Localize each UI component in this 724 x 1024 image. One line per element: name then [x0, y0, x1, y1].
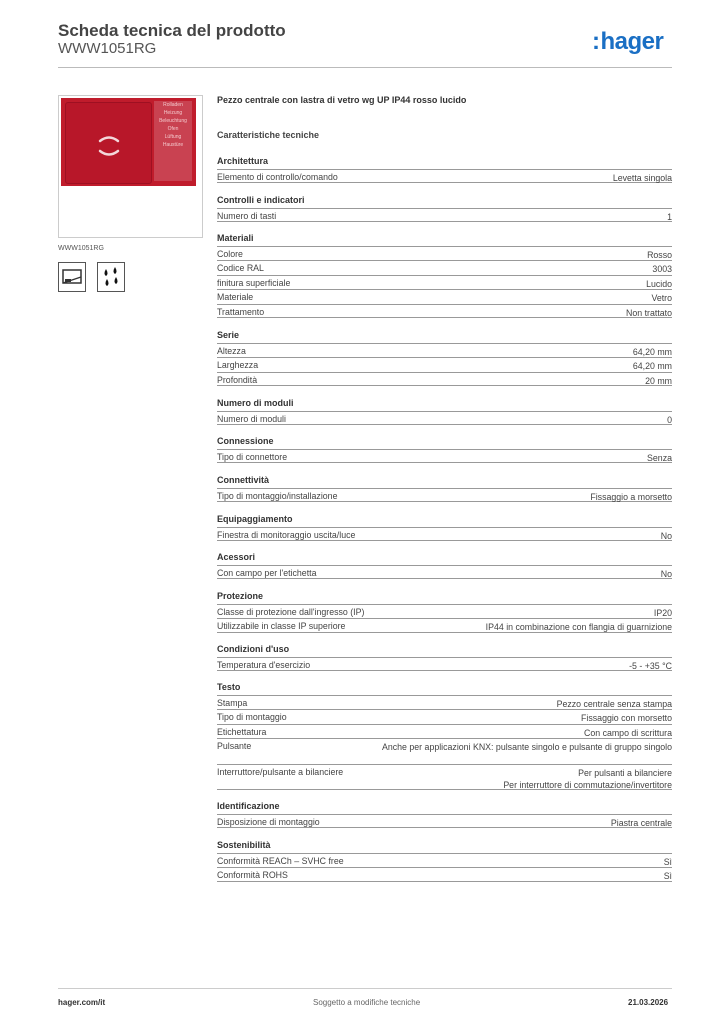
spec-row	[217, 695, 672, 710]
product-name: Pezzo centrale con lastra di vetro wg UP IP44 rosso lucido	[217, 95, 467, 105]
spec-label: Temperatura d'esercizio	[217, 659, 311, 670]
section-title: Connettività	[217, 475, 270, 485]
spec-value: No	[660, 568, 672, 579]
label-strip-line: Beleuchtung	[159, 118, 187, 124]
footer-website[interactable]: hager.com/it	[58, 998, 106, 1007]
rocker-arrows-icon	[94, 131, 124, 161]
spec-row	[217, 488, 672, 503]
spec-label: Con campo per l'etichetta	[217, 567, 317, 578]
section-title: Numero di moduli	[217, 398, 294, 408]
spec-row	[217, 724, 672, 739]
label-strip-line: Haustüre	[162, 142, 184, 148]
spec-row	[217, 657, 672, 672]
label-strip-line: Heizung	[163, 110, 183, 116]
spec-row	[217, 411, 672, 426]
spec-label: Stampa	[217, 697, 248, 708]
spec-label: Conformità ROHS	[217, 870, 288, 880]
footer-note: Soggetto a modifiche tecniche	[313, 998, 421, 1007]
spec-value: Pezzo centrale senza stampa	[556, 698, 672, 709]
spec-row	[217, 289, 672, 304]
spec-value: Fissaggio con morsetto	[581, 713, 672, 723]
rocker-face	[65, 102, 152, 184]
footer-divider	[58, 988, 672, 989]
spec-value: Piastra centrale	[610, 817, 672, 828]
spec-label: Colore	[217, 248, 243, 259]
spec-label: finitura superficiale	[217, 277, 291, 288]
mounting-icon	[58, 262, 86, 292]
hager-logo: :hager	[592, 28, 664, 55]
spec-value: Anche per applicazioni KNX: pulsante singolo e pulsante di gruppo singolo	[382, 742, 673, 752]
section-title: Architettura	[217, 156, 269, 166]
spec-value: Non trattato	[626, 307, 672, 318]
spec-label: Codice RAL	[217, 263, 264, 273]
section-title: Controlli e indicatori	[217, 195, 305, 205]
spec-row	[217, 372, 672, 387]
spec-row	[217, 208, 672, 223]
spec-label: Finestra di monitoraggio uscita/luce	[217, 529, 356, 540]
spec-value: IP20	[653, 607, 672, 618]
header-divider	[58, 67, 672, 68]
spec-value: Rosso	[647, 249, 672, 260]
spec-row	[217, 357, 672, 372]
spec-row	[217, 304, 672, 319]
label-strip-line: Lüftung	[164, 134, 182, 140]
spec-value: Per pulsanti a bilanciere Per interruttore di commutazione/invertitore	[503, 768, 672, 790]
logo-text: hager	[600, 28, 664, 55]
section-title: Materiali	[217, 233, 254, 243]
spec-label: Interruttore/pulsante a bilanciere	[217, 767, 344, 777]
spec-row	[217, 246, 672, 261]
spec-label: Utilizzabile in classe IP superiore	[217, 621, 346, 631]
spec-value: Sì	[663, 856, 672, 867]
label-strip-line: Rolladen	[163, 102, 183, 108]
spec-label: Altezza	[217, 345, 246, 356]
page-title: Scheda tecnica del prodotto	[58, 21, 286, 40]
section-title: Identificazione	[217, 801, 280, 811]
spec-label: Conformità REACh – SVHC free	[217, 855, 344, 866]
spec-label: Trattamento	[217, 306, 265, 317]
spec-value: Lucido	[646, 278, 672, 289]
spec-value: Fissaggio a morsetto	[590, 491, 672, 502]
spec-label: Profondità	[217, 374, 258, 385]
spec-row	[217, 709, 672, 724]
spec-label: Tipo di montaggio/installazione	[217, 490, 338, 501]
spec-label: Classe di protezione dall'ingresso (IP)	[217, 606, 365, 617]
spec-row	[217, 449, 672, 464]
section-title: Acessori	[217, 552, 256, 562]
spec-label: Tipo di montaggio	[217, 712, 287, 722]
spec-row	[217, 867, 672, 882]
spec-row	[217, 169, 672, 184]
spec-label: Numero di moduli	[217, 413, 286, 424]
spec-row	[217, 275, 672, 290]
product-code: WWW1051RG	[58, 40, 157, 57]
spec-label: Tipo di connettore	[217, 451, 288, 462]
spec-row	[217, 853, 672, 868]
spec-value: 0	[667, 414, 672, 425]
section-title: Protezione	[217, 591, 264, 601]
spec-value: No	[660, 530, 672, 541]
spec-label: Etichettatura	[217, 726, 267, 737]
spec-label: Larghezza	[217, 360, 259, 370]
section-title: Testo	[217, 682, 241, 692]
image-caption: WWW1051RG	[58, 245, 104, 252]
tech-specs-heading: Caratteristiche tecniche	[217, 130, 320, 140]
spec-label: Numero di tasti	[217, 210, 277, 221]
spec-row	[217, 565, 672, 580]
spec-label: Pulsante	[217, 741, 252, 751]
spec-value: 64,20 mm	[632, 346, 672, 357]
spec-value: IP44 in combinazione con flangia di guarnizione	[485, 622, 672, 632]
spec-value: Levetta singola	[612, 172, 672, 183]
spec-value: -5 - +35 °C	[629, 660, 672, 671]
spec-value: 20 mm	[645, 375, 672, 386]
section-title: Connessione	[217, 436, 274, 446]
label-strip	[154, 101, 192, 181]
section-title: Condizioni d'uso	[217, 644, 290, 654]
spec-value: Sì	[663, 871, 672, 881]
spec-row	[217, 260, 672, 275]
section-title: Sostenibilità	[217, 840, 271, 850]
label-strip-line: Ofen	[167, 126, 179, 132]
spec-label: Disposizione di montaggio	[217, 816, 320, 827]
spec-value: 64,20 mm	[632, 361, 672, 371]
spec-label: Elemento di controllo/comando	[217, 171, 338, 182]
spec-row	[217, 764, 672, 790]
spec-value: Con campo di scrittura	[583, 727, 672, 738]
product-image	[61, 98, 196, 186]
spec-label: Materiale	[217, 292, 254, 302]
spec-value: Senza	[647, 452, 672, 463]
spec-row	[217, 527, 672, 542]
section-title: Equipaggiamento	[217, 514, 293, 524]
footer-date: 21.03.2026	[628, 998, 669, 1007]
spec-row	[217, 618, 672, 633]
spec-row	[217, 814, 672, 829]
section-title: Serie	[217, 330, 240, 340]
spec-value: 1	[667, 211, 672, 222]
spec-row	[217, 343, 672, 358]
spec-row	[217, 604, 672, 619]
spec-value: 3003	[652, 264, 672, 274]
spec-value: Vetro	[651, 293, 672, 303]
water-drops-icon	[97, 262, 125, 292]
spec-row	[217, 738, 672, 764]
